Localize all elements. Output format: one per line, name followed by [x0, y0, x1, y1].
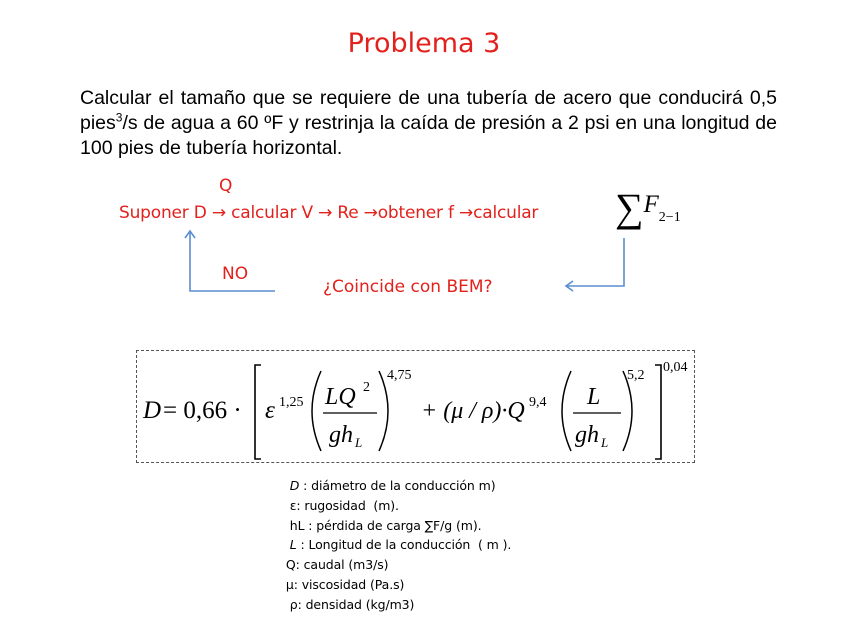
legend-indent	[282, 518, 290, 533]
sigma-symbol: ∑	[615, 185, 644, 230]
return-arrow-line	[566, 238, 624, 286]
legend-text: : diámetro de la conducción m)	[299, 478, 496, 493]
legend-symbol: μ	[285, 576, 294, 592]
flow-exponent: 9,4	[529, 395, 547, 410]
legend-text: : pérdida de carga ∑F/g (m).	[304, 517, 482, 533]
sum-subscript: 2−1	[658, 210, 681, 225]
formula-box	[136, 350, 695, 463]
fraction2-numerator: L	[587, 384, 601, 410]
variable-legend	[282, 476, 511, 615]
legend-symbol: ρ	[289, 596, 298, 612]
legend-symbol: L	[289, 537, 297, 553]
paren1-left	[312, 371, 321, 451]
legend-indent	[282, 537, 290, 552]
legend-text: : viscosidad (Pa.s)	[293, 576, 405, 592]
outer-right-bracket	[655, 365, 661, 459]
epsilon-exponent: 1,25	[279, 395, 304, 410]
outer-left-bracket	[255, 365, 261, 459]
legend-symbol: Q	[285, 557, 296, 573]
paren1-right	[379, 371, 388, 451]
legend-row-viscosity	[282, 575, 511, 595]
legend-symbol: D	[289, 478, 300, 493]
legend-row-length	[282, 535, 511, 555]
fraction1-num-exponent: 2	[363, 380, 370, 395]
outer-exponent: 0,04	[663, 360, 688, 375]
legend-row-roughness	[282, 496, 511, 516]
legend-row-head-loss	[282, 516, 511, 536]
legend-indent	[282, 498, 290, 513]
problem-text-1: Calcular el tamaño que se requiere de una tubería de acero que conducirá 0,5 pies	[80, 87, 777, 134]
legend-text: : densidad (kg/m3)	[297, 596, 415, 612]
flow-q-label: Q	[219, 176, 233, 196]
formula-equals: = 0,66 ·	[163, 397, 242, 424]
fraction1-den-subscript: L	[355, 435, 363, 450]
formula-lhs: D	[143, 397, 162, 424]
epsilon: ε	[265, 397, 275, 424]
sum-variable: F	[643, 191, 659, 218]
legend-text: : Longitud de la conducción ( m ).	[296, 537, 512, 553]
paren1-exponent: 4,75	[387, 368, 412, 383]
problem-superscript: 3	[115, 110, 123, 125]
legend-row-diameter	[282, 476, 511, 496]
page-title: Problema 3	[347, 28, 501, 59]
legend-indent	[282, 478, 290, 493]
problem-text-2: /s de agua a 60 ºF y restrinja la caída de presión a 2 psi en una longitud de 100 pies de tubería horizontal.	[80, 112, 777, 159]
legend-symbol: ε	[289, 497, 297, 513]
paren2-left	[562, 371, 571, 451]
coincide-question: ¿Coincide con BEM?	[323, 277, 493, 297]
paren2-exponent: 5,2	[627, 368, 645, 383]
legend-row-flow	[282, 555, 511, 575]
viscosity-term: + (μ / ρ)·Q	[421, 398, 525, 424]
fraction2-den-subscript: L	[601, 435, 609, 450]
legend-text: : caudal (m3/s)	[295, 557, 389, 573]
flow-steps: Suponer D → calcular V → Re →obtener f →calcular	[119, 203, 539, 223]
pipe-diameter-formula	[137, 351, 694, 462]
no-label: NO	[222, 264, 249, 284]
loop-arrow-line	[190, 231, 275, 291]
fraction1-numerator: LQ	[325, 384, 356, 410]
fraction2-denominator: gh	[575, 422, 599, 448]
legend-row-density	[282, 595, 511, 615]
fraction1-denominator: gh	[329, 422, 353, 448]
legend-symbol: hL	[289, 517, 305, 533]
paren2-right	[623, 371, 632, 451]
legend-indent	[282, 597, 290, 612]
legend-text: : rugosidad (m).	[296, 497, 399, 513]
